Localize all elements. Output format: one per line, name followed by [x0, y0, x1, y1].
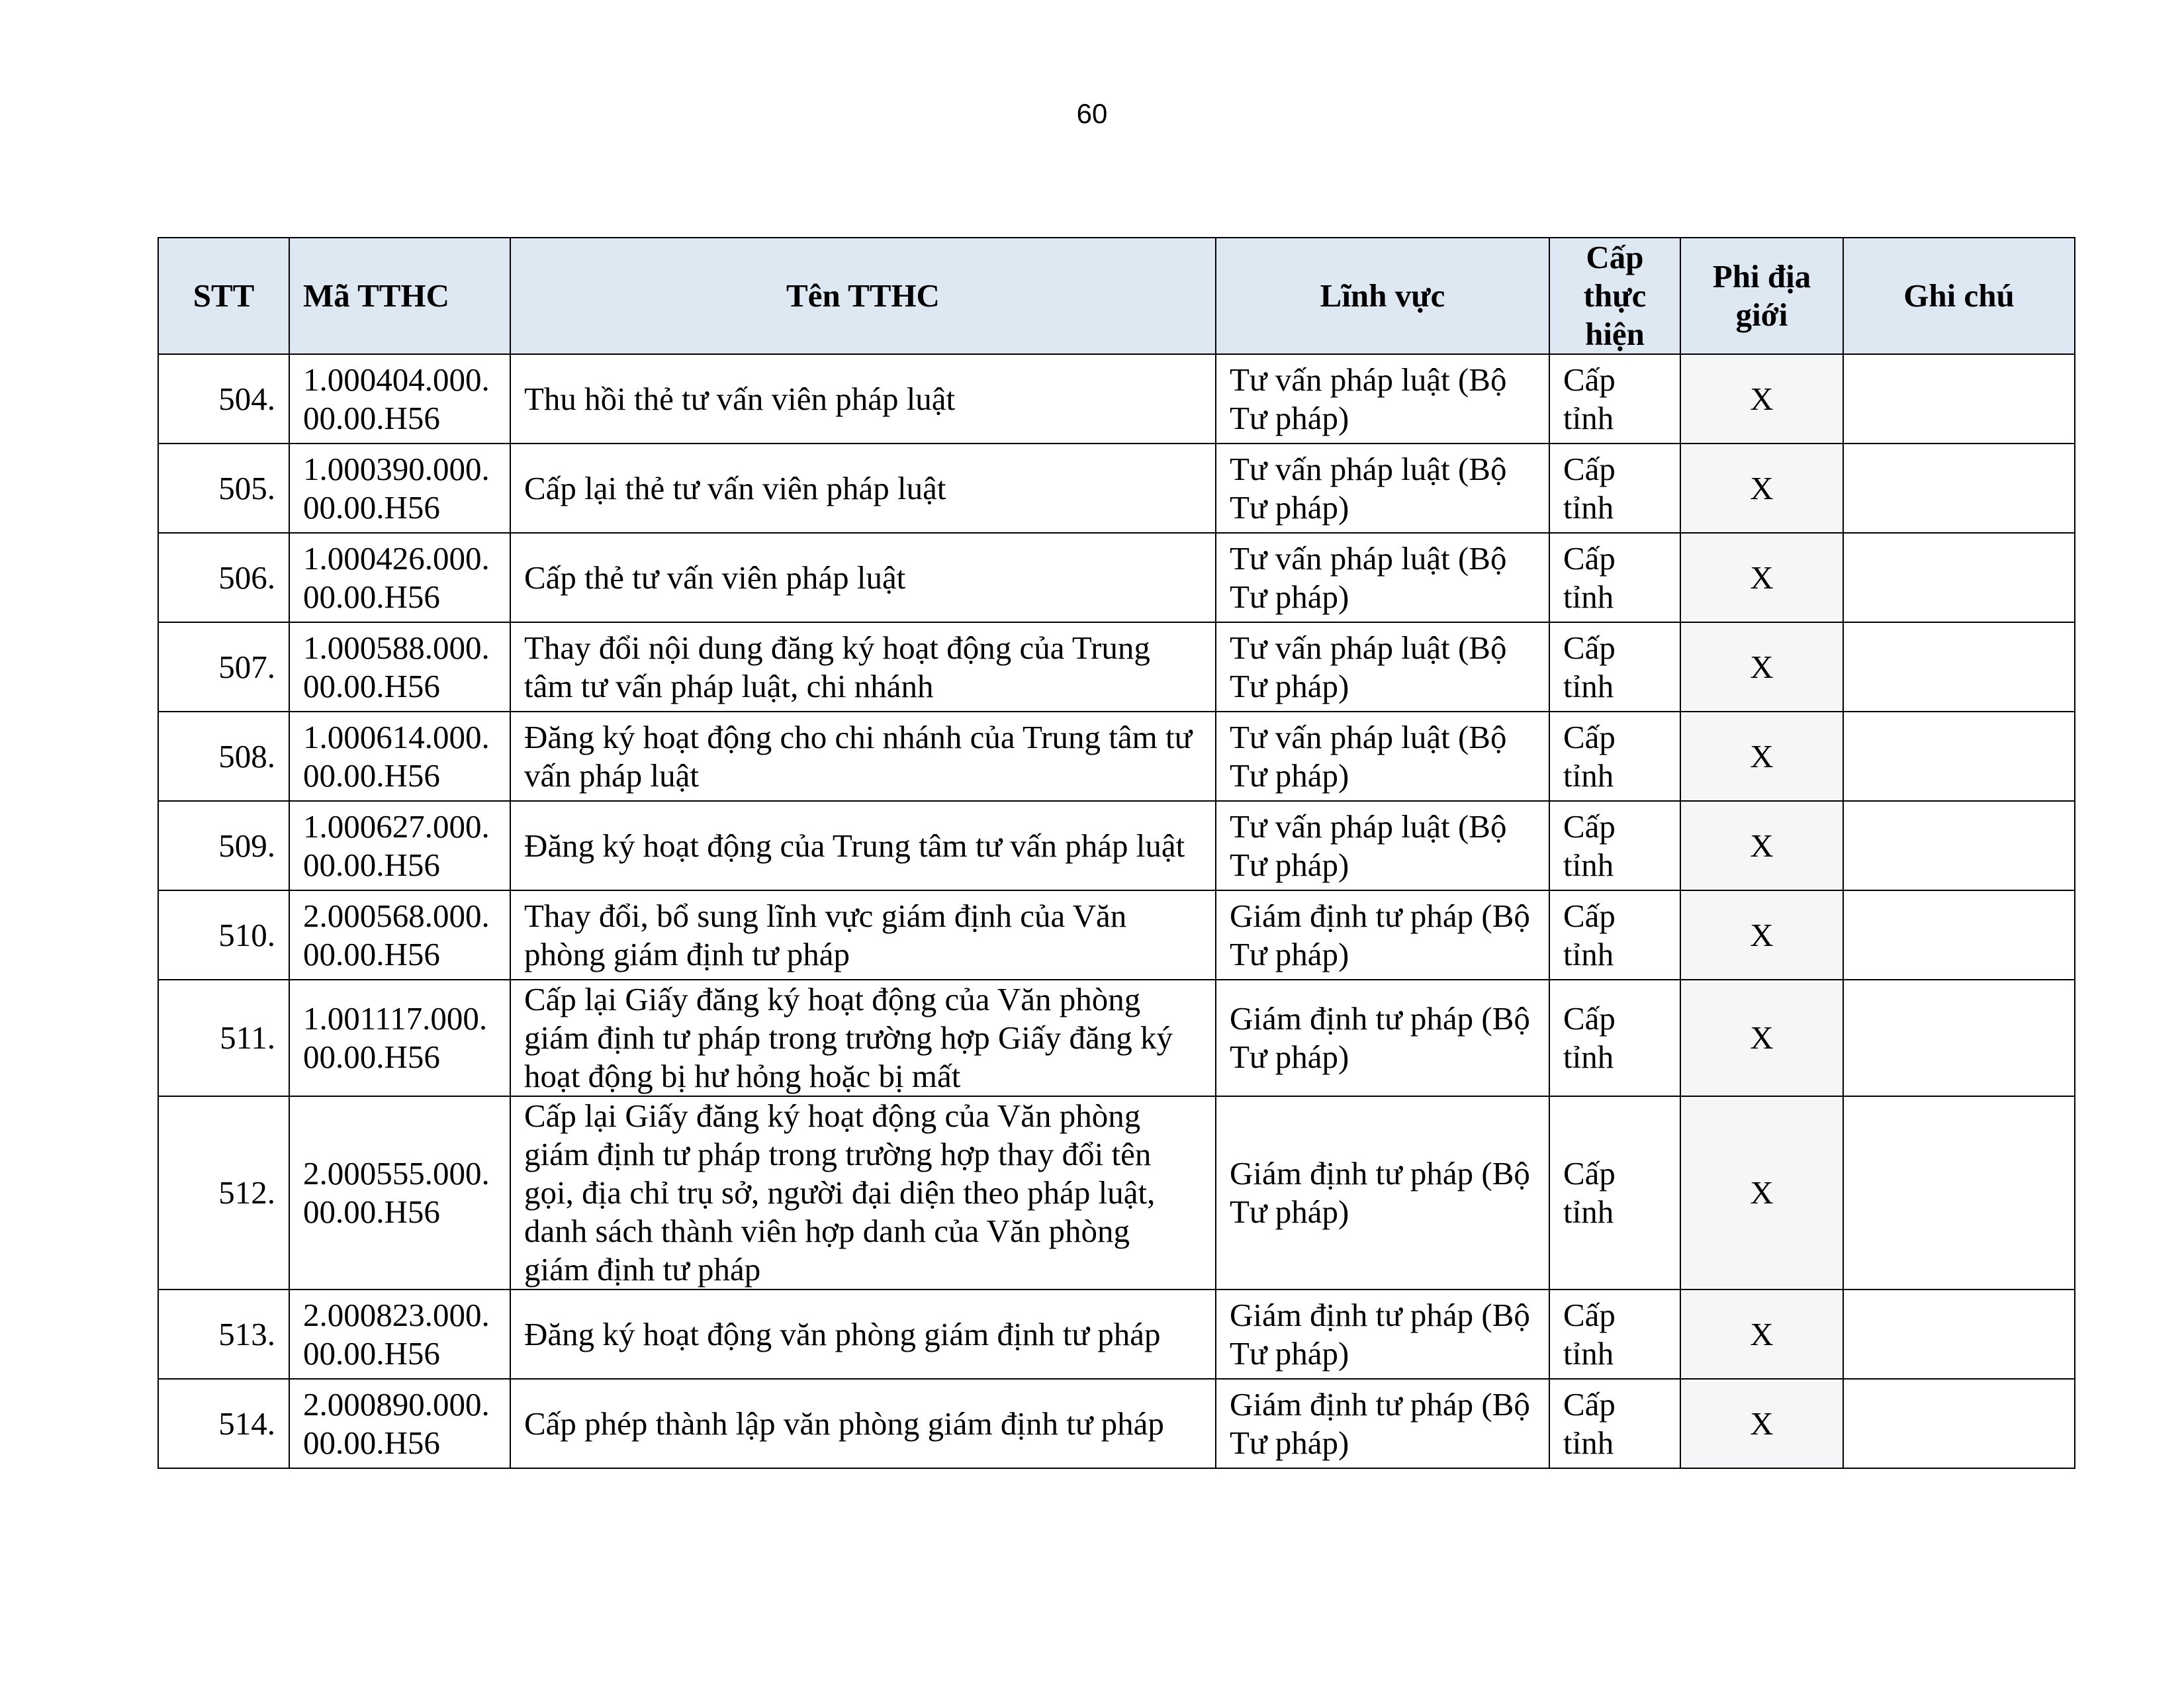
cell-phi-dia-gioi: X [1680, 354, 1843, 444]
table-row [158, 1379, 2075, 1468]
ma-tthc-line-1: 1.000390.000. [303, 450, 490, 487]
cell-linh-vuc: Giám định tư pháp (Bộ Tư pháp) [1216, 980, 1549, 1096]
cell-phi-dia-gioi: X [1680, 1289, 1843, 1379]
cap-line-2: tỉnh [1563, 846, 1614, 883]
cell-phi-dia-gioi: X [1680, 622, 1843, 712]
cell-linh-vuc: Giám định tư pháp (Bộ Tư pháp) [1216, 890, 1549, 980]
ma-tthc-line-1: 1.001117.000. [303, 1000, 488, 1037]
cell-ghi-chu [1843, 1289, 2075, 1379]
cell-ten-tthc: Cấp lại thẻ tư vấn viên pháp luật [510, 444, 1216, 533]
cell-ghi-chu [1843, 712, 2075, 801]
cell-ghi-chu [1843, 533, 2075, 622]
cell-linh-vuc: Tư vấn pháp luật (Bộ Tư pháp) [1216, 712, 1549, 801]
header-ten-tthc: Tên TTHC [510, 238, 1216, 354]
cap-line-2: tỉnh [1563, 757, 1614, 794]
cell-ma-tthc [289, 890, 510, 980]
header-stt: STT [158, 238, 289, 354]
cell-ten-tthc: Thu hồi thẻ tư vấn viên pháp luật [510, 354, 1216, 444]
cap-line-2: tỉnh [1563, 667, 1614, 704]
cell-cap-thuc-hien [1549, 712, 1680, 801]
cell-linh-vuc: Giám định tư pháp (Bộ Tư pháp) [1216, 1379, 1549, 1468]
ma-tthc-line-1: 1.000627.000. [303, 808, 490, 845]
cell-cap-thuc-hien [1549, 980, 1680, 1096]
cell-linh-vuc: Giám định tư pháp (Bộ Tư pháp) [1216, 1289, 1549, 1379]
cell-stt: 510. [158, 890, 289, 980]
ma-tthc-line-1: 1.000404.000. [303, 361, 490, 398]
table-row [158, 890, 2075, 980]
cell-ma-tthc [289, 533, 510, 622]
cell-phi-dia-gioi: X [1680, 1096, 1843, 1289]
cell-ghi-chu [1843, 890, 2075, 980]
cap-line-2: tỉnh [1563, 935, 1614, 972]
cell-linh-vuc: Tư vấn pháp luật (Bộ Tư pháp) [1216, 801, 1549, 890]
procedures-table [158, 237, 2075, 1469]
header-linh-vuc: Lĩnh vực [1216, 238, 1549, 354]
cell-stt: 506. [158, 533, 289, 622]
cell-cap-thuc-hien [1549, 890, 1680, 980]
cell-ghi-chu [1843, 1096, 2075, 1289]
cell-cap-thuc-hien [1549, 1096, 1680, 1289]
cell-phi-dia-gioi: X [1680, 712, 1843, 801]
ma-tthc-line-2: 00.00.H56 [303, 846, 440, 883]
cap-line-1: Cấp [1563, 1296, 1615, 1333]
cell-stt: 508. [158, 712, 289, 801]
cell-linh-vuc: Giám định tư pháp (Bộ Tư pháp) [1216, 1096, 1549, 1289]
cell-ten-tthc: Thay đổi nội dung đăng ký hoạt động của Trung tâm tư vấn pháp luật, chi nhánh [510, 622, 1216, 712]
header-phi-dia-gioi [1680, 238, 1843, 354]
cell-ghi-chu [1843, 622, 2075, 712]
cell-phi-dia-gioi: X [1680, 890, 1843, 980]
table-row [158, 533, 2075, 622]
cell-phi-dia-gioi: X [1680, 980, 1843, 1096]
cell-cap-thuc-hien [1549, 1379, 1680, 1468]
table-row [158, 444, 2075, 533]
header-cap-line-2: thực [1583, 277, 1647, 314]
cell-ten-tthc: Cấp thẻ tư vấn viên pháp luật [510, 533, 1216, 622]
cap-line-1: Cấp [1563, 808, 1615, 845]
cell-ma-tthc [289, 444, 510, 533]
header-ghi-chu: Ghi chú [1843, 238, 2075, 354]
cell-ghi-chu [1843, 801, 2075, 890]
cell-ghi-chu [1843, 444, 2075, 533]
cell-stt: 504. [158, 354, 289, 444]
table-row [158, 622, 2075, 712]
cap-line-1: Cấp [1563, 1385, 1615, 1423]
cell-ten-tthc: Cấp phép thành lập văn phòng giám định tư pháp [510, 1379, 1216, 1468]
table-row [158, 354, 2075, 444]
cell-stt: 509. [158, 801, 289, 890]
cell-ma-tthc [289, 1379, 510, 1468]
cell-linh-vuc: Tư vấn pháp luật (Bộ Tư pháp) [1216, 533, 1549, 622]
cap-line-1: Cấp [1563, 1000, 1615, 1037]
cap-line-1: Cấp [1563, 539, 1615, 577]
ma-tthc-line-2: 00.00.H56 [303, 1194, 440, 1230]
page-number: 60 [1076, 98, 1108, 129]
cap-line-2: tỉnh [1563, 578, 1614, 615]
cap-line-2: tỉnh [1563, 1039, 1614, 1075]
cap-line-1: Cấp [1563, 1155, 1615, 1192]
cap-line-1: Cấp [1563, 450, 1615, 487]
header-cap-line-3: hiện [1585, 316, 1645, 352]
header-phi-line-2: giới [1735, 297, 1788, 333]
cap-line-1: Cấp [1563, 718, 1615, 755]
ma-tthc-line-1: 1.000588.000. [303, 629, 490, 666]
cell-phi-dia-gioi: X [1680, 801, 1843, 890]
cell-ten-tthc: Thay đổi, bổ sung lĩnh vực giám định của Văn phòng giám định tư pháp [510, 890, 1216, 980]
table-row [158, 1096, 2075, 1289]
cap-line-2: tỉnh [1563, 1194, 1614, 1230]
cap-line-2: tỉnh [1563, 399, 1614, 436]
cap-line-2: tỉnh [1563, 1424, 1614, 1461]
cell-cap-thuc-hien [1549, 1289, 1680, 1379]
ma-tthc-line-2: 00.00.H56 [303, 1335, 440, 1372]
ma-tthc-line-2: 00.00.H56 [303, 1424, 440, 1461]
cap-line-2: tỉnh [1563, 489, 1614, 526]
cell-ma-tthc [289, 1289, 510, 1379]
cell-ma-tthc [289, 980, 510, 1096]
ma-tthc-line-1: 1.000426.000. [303, 539, 490, 577]
table-row [158, 801, 2075, 890]
cap-line-1: Cấp [1563, 361, 1615, 398]
header-cap-thuc-hien [1549, 238, 1680, 354]
header-phi-line-1: Phi địa [1712, 258, 1811, 295]
cell-phi-dia-gioi: X [1680, 444, 1843, 533]
cell-ten-tthc: Đăng ký hoạt động văn phòng giám định tư pháp [510, 1289, 1216, 1379]
cell-cap-thuc-hien [1549, 444, 1680, 533]
cell-ten-tthc: Cấp lại Giấy đăng ký hoạt động của Văn phòng giám định tư pháp trong trường hợp Giấy đăng ký hoạt động bị hư hỏng hoặc bị mất [510, 980, 1216, 1096]
cell-ten-tthc: Đăng ký hoạt động cho chi nhánh của Trung tâm tư vấn pháp luật [510, 712, 1216, 801]
cell-linh-vuc: Tư vấn pháp luật (Bộ Tư pháp) [1216, 354, 1549, 444]
cell-phi-dia-gioi: X [1680, 533, 1843, 622]
cell-cap-thuc-hien [1549, 801, 1680, 890]
ma-tthc-line-2: 00.00.H56 [303, 757, 440, 794]
ma-tthc-line-1: 1.000614.000. [303, 718, 490, 755]
cell-ghi-chu [1843, 354, 2075, 444]
cell-stt: 507. [158, 622, 289, 712]
cell-phi-dia-gioi: X [1680, 1379, 1843, 1468]
ma-tthc-line-2: 00.00.H56 [303, 489, 440, 526]
cell-stt: 513. [158, 1289, 289, 1379]
cell-ghi-chu [1843, 1379, 2075, 1468]
table-row [158, 1289, 2075, 1379]
cell-cap-thuc-hien [1549, 622, 1680, 712]
cell-cap-thuc-hien [1549, 533, 1680, 622]
cell-stt: 512. [158, 1096, 289, 1289]
cell-ten-tthc: Đăng ký hoạt động của Trung tâm tư vấn pháp luật [510, 801, 1216, 890]
cell-ma-tthc [289, 354, 510, 444]
cap-line-2: tỉnh [1563, 1335, 1614, 1372]
cell-ma-tthc [289, 1096, 510, 1289]
ma-tthc-line-1: 2.000555.000. [303, 1155, 490, 1192]
table-row [158, 980, 2075, 1096]
cap-line-1: Cấp [1563, 897, 1615, 934]
ma-tthc-line-2: 00.00.H56 [303, 667, 440, 704]
cell-ma-tthc [289, 712, 510, 801]
ma-tthc-line-1: 2.000823.000. [303, 1296, 490, 1333]
cell-linh-vuc: Tư vấn pháp luật (Bộ Tư pháp) [1216, 444, 1549, 533]
cell-stt: 514. [158, 1379, 289, 1468]
cell-linh-vuc: Tư vấn pháp luật (Bộ Tư pháp) [1216, 622, 1549, 712]
ma-tthc-line-2: 00.00.H56 [303, 935, 440, 972]
cell-stt: 511. [158, 980, 289, 1096]
table-row [158, 712, 2075, 801]
cell-ma-tthc [289, 801, 510, 890]
cell-ma-tthc [289, 622, 510, 712]
ma-tthc-line-1: 2.000890.000. [303, 1385, 490, 1423]
cap-line-1: Cấp [1563, 629, 1615, 666]
table-header-row [158, 238, 2075, 354]
cell-ghi-chu [1843, 980, 2075, 1096]
ma-tthc-line-2: 00.00.H56 [303, 578, 440, 615]
header-ma-tthc: Mã TTHC [289, 238, 510, 354]
ma-tthc-line-2: 00.00.H56 [303, 399, 440, 436]
header-cap-line-1: Cấp [1586, 239, 1644, 275]
cell-cap-thuc-hien [1549, 354, 1680, 444]
ma-tthc-line-1: 2.000568.000. [303, 897, 490, 934]
cell-ten-tthc: Cấp lại Giấy đăng ký hoạt động của Văn phòng giám định tư pháp trong trường hợp thay đổi tên gọi, địa chỉ trụ sở, người đại diện theo pháp luật, danh sách thành viên hợp danh của Văn phòng giám định tư pháp [510, 1096, 1216, 1289]
ma-tthc-line-2: 00.00.H56 [303, 1039, 440, 1075]
cell-stt: 505. [158, 444, 289, 533]
